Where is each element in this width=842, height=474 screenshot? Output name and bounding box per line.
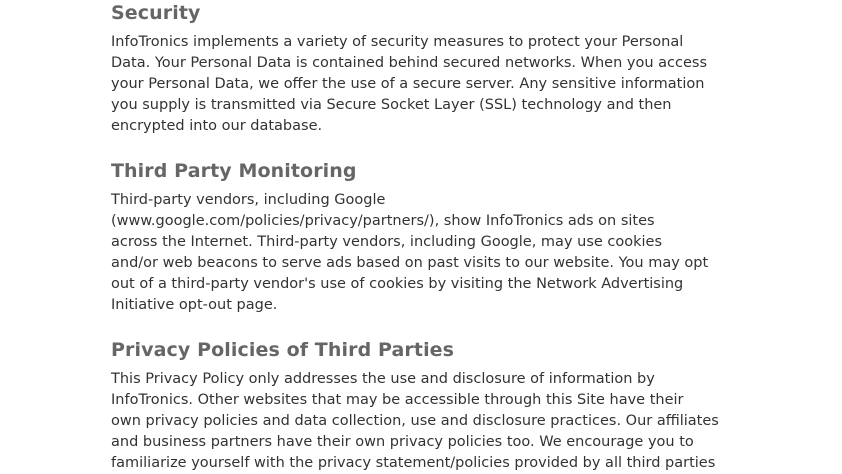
paragraph-line: and business partners have their own privacy policies too. We encourage you to xyxy=(111,434,694,450)
paragraph-line: InfoTronics. Other websites that may be accessible through this Site have their xyxy=(111,392,684,408)
paragraph-line: you supply is transmitted via Secure Socket Layer (SSL) technology and then xyxy=(111,97,672,113)
security-paragraph xyxy=(111,32,711,137)
privacy-policies-third-parties-heading: Privacy Policies of Third Parties xyxy=(111,339,455,361)
paragraph-line: and/or web beacons to serve ads based on past visits to our website. You may opt xyxy=(111,255,709,271)
paragraph-line: This Privacy Policy only addresses the use and disclosure of information by xyxy=(111,371,655,387)
paragraph-line: familiarize yourself with the privacy statement/policies provided by all third parties xyxy=(111,455,716,471)
third-party-monitoring-heading: Third Party Monitoring xyxy=(111,160,357,182)
paragraph-line: InfoTronics implements a variety of security measures to protect your Personal xyxy=(111,34,684,50)
paragraph-line: own privacy policies and data collection, use and disclosure practices. Our affiliates xyxy=(111,413,719,429)
paragraph-line: encrypted into our database. xyxy=(111,118,323,134)
privacy-policies-third-parties-paragraph xyxy=(111,369,719,474)
paragraph-line: across the Internet. Third-party vendors, including Google, may use cookies xyxy=(111,234,663,250)
security-heading: Security xyxy=(111,2,201,24)
third-party-monitoring-paragraph xyxy=(111,190,711,316)
paragraph-line: Initiative opt-out page. xyxy=(111,297,278,313)
paragraph-line: Third-party vendors, including Google xyxy=(111,192,386,208)
paragraph-line: out of a third-party vendor's use of cookies by visiting the Network Advertising xyxy=(111,276,684,292)
paragraph-line: (www.google.com/policies/privacy/partners/), show InfoTronics ads on sites xyxy=(111,213,655,229)
paragraph-line: Data. Your Personal Data is contained behind secured networks. When you access xyxy=(111,55,708,71)
paragraph-line: your Personal Data, we offer the use of a secure server. Any sensitive information xyxy=(111,76,705,92)
